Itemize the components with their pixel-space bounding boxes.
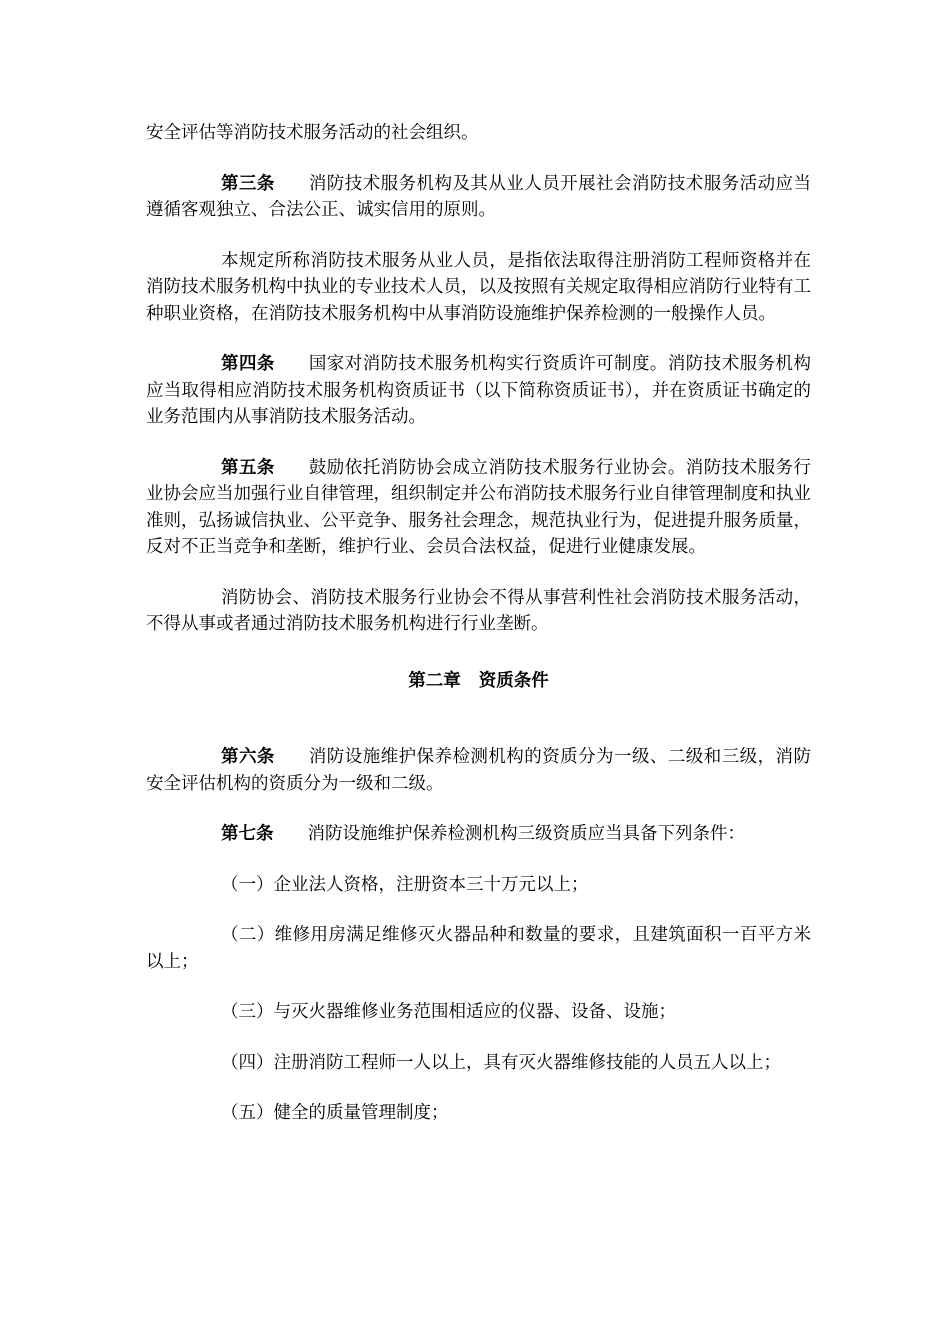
list-item-text: （一）企业法人资格，注册资本三十万元以上； xyxy=(221,874,589,895)
article-label: 第五条 xyxy=(221,457,275,478)
list-item-text: （四）注册消防工程师一人以上，具有灭火器维修技能的人员五人以上； xyxy=(221,1052,781,1073)
paragraph-text: 安全评估等消防技术服务活动的社会组织。 xyxy=(146,123,479,143)
article-4 xyxy=(146,351,811,431)
article-5 xyxy=(146,455,811,561)
article-text: 鼓励依托消防协会成立消防技术服务行业协会。消防技术服务行业协会应当加强行业自律管理，组织制定并公布消防技术服务行业自律管理制度和执业准则，弘扬诚信执业、公平竞争、服务社会理念，规范执业行为，促进提升服务质量，反对不正当竞争和垄断，维护行业、会员合法权益，促进行业健康发展。 xyxy=(146,457,812,557)
list-item-text: （二）维修用房满足维修灭火器品种和数量的要求，且建筑面积一百平方米以上； xyxy=(146,925,811,972)
article-label: 第三条 xyxy=(221,173,275,194)
list-item xyxy=(146,1100,811,1127)
list-item xyxy=(146,922,811,975)
article-text: 消防设施维护保养检测机构的资质分为一级、二级和三级，消防安全评估机构的资质分为一级和二级。 xyxy=(146,747,812,794)
article-3-clause-2 xyxy=(146,248,811,328)
paragraph-continuation xyxy=(146,120,811,147)
list-item xyxy=(146,999,811,1026)
paragraph-text: 消防协会、消防技术服务行业协会不得从事营利性社会消防技术服务活动，不得从事或者通过消防技术服务机构进行行业垄断。 xyxy=(146,587,811,634)
article-label: 第七条 xyxy=(221,824,274,844)
article-5-clause-2 xyxy=(146,585,811,638)
list-item xyxy=(146,872,811,899)
chapter-number: 第二章 xyxy=(408,670,461,691)
document-page xyxy=(146,120,811,1151)
article-label: 第四条 xyxy=(221,354,275,374)
article-text: 国家对消防技术服务机构实行资质许可制度。消防技术服务机构应当取得相应消防技术服务机构资质证书（以下简称资质证书），并在资质证书确定的业务范围内从事消防技术服务活动。 xyxy=(146,354,812,427)
article-7 xyxy=(146,821,811,848)
list-item-text: （三）与灭火器维修业务范围相适应的仪器、设备、设施； xyxy=(221,1002,676,1022)
list-item xyxy=(146,1050,811,1077)
article-text: 消防设施维护保养检测机构三级资质应当具备下列条件： xyxy=(307,824,745,844)
article-6 xyxy=(146,744,811,797)
chapter-title: 资质条件 xyxy=(478,670,549,691)
article-label: 第六条 xyxy=(221,747,275,767)
list-item-text: （五）健全的质量管理制度； xyxy=(221,1103,449,1123)
chapter-heading xyxy=(146,668,811,695)
article-3 xyxy=(146,171,811,224)
article-text: 消防技术服务机构及其从业人员开展社会消防技术服务活动应当遵循客观独立、合法公正、诚实信用的原则。 xyxy=(146,173,812,220)
paragraph-text: 本规定所称消防技术服务从业人员，是指依法取得注册消防工程师资格并在消防技术服务机构中执业的专业技术人员，以及按照有关规定取得相应消防行业特有工种职业资格，在消防技术服务机构中从事消防设施维护保养检测的一般操作人员。 xyxy=(146,250,811,324)
